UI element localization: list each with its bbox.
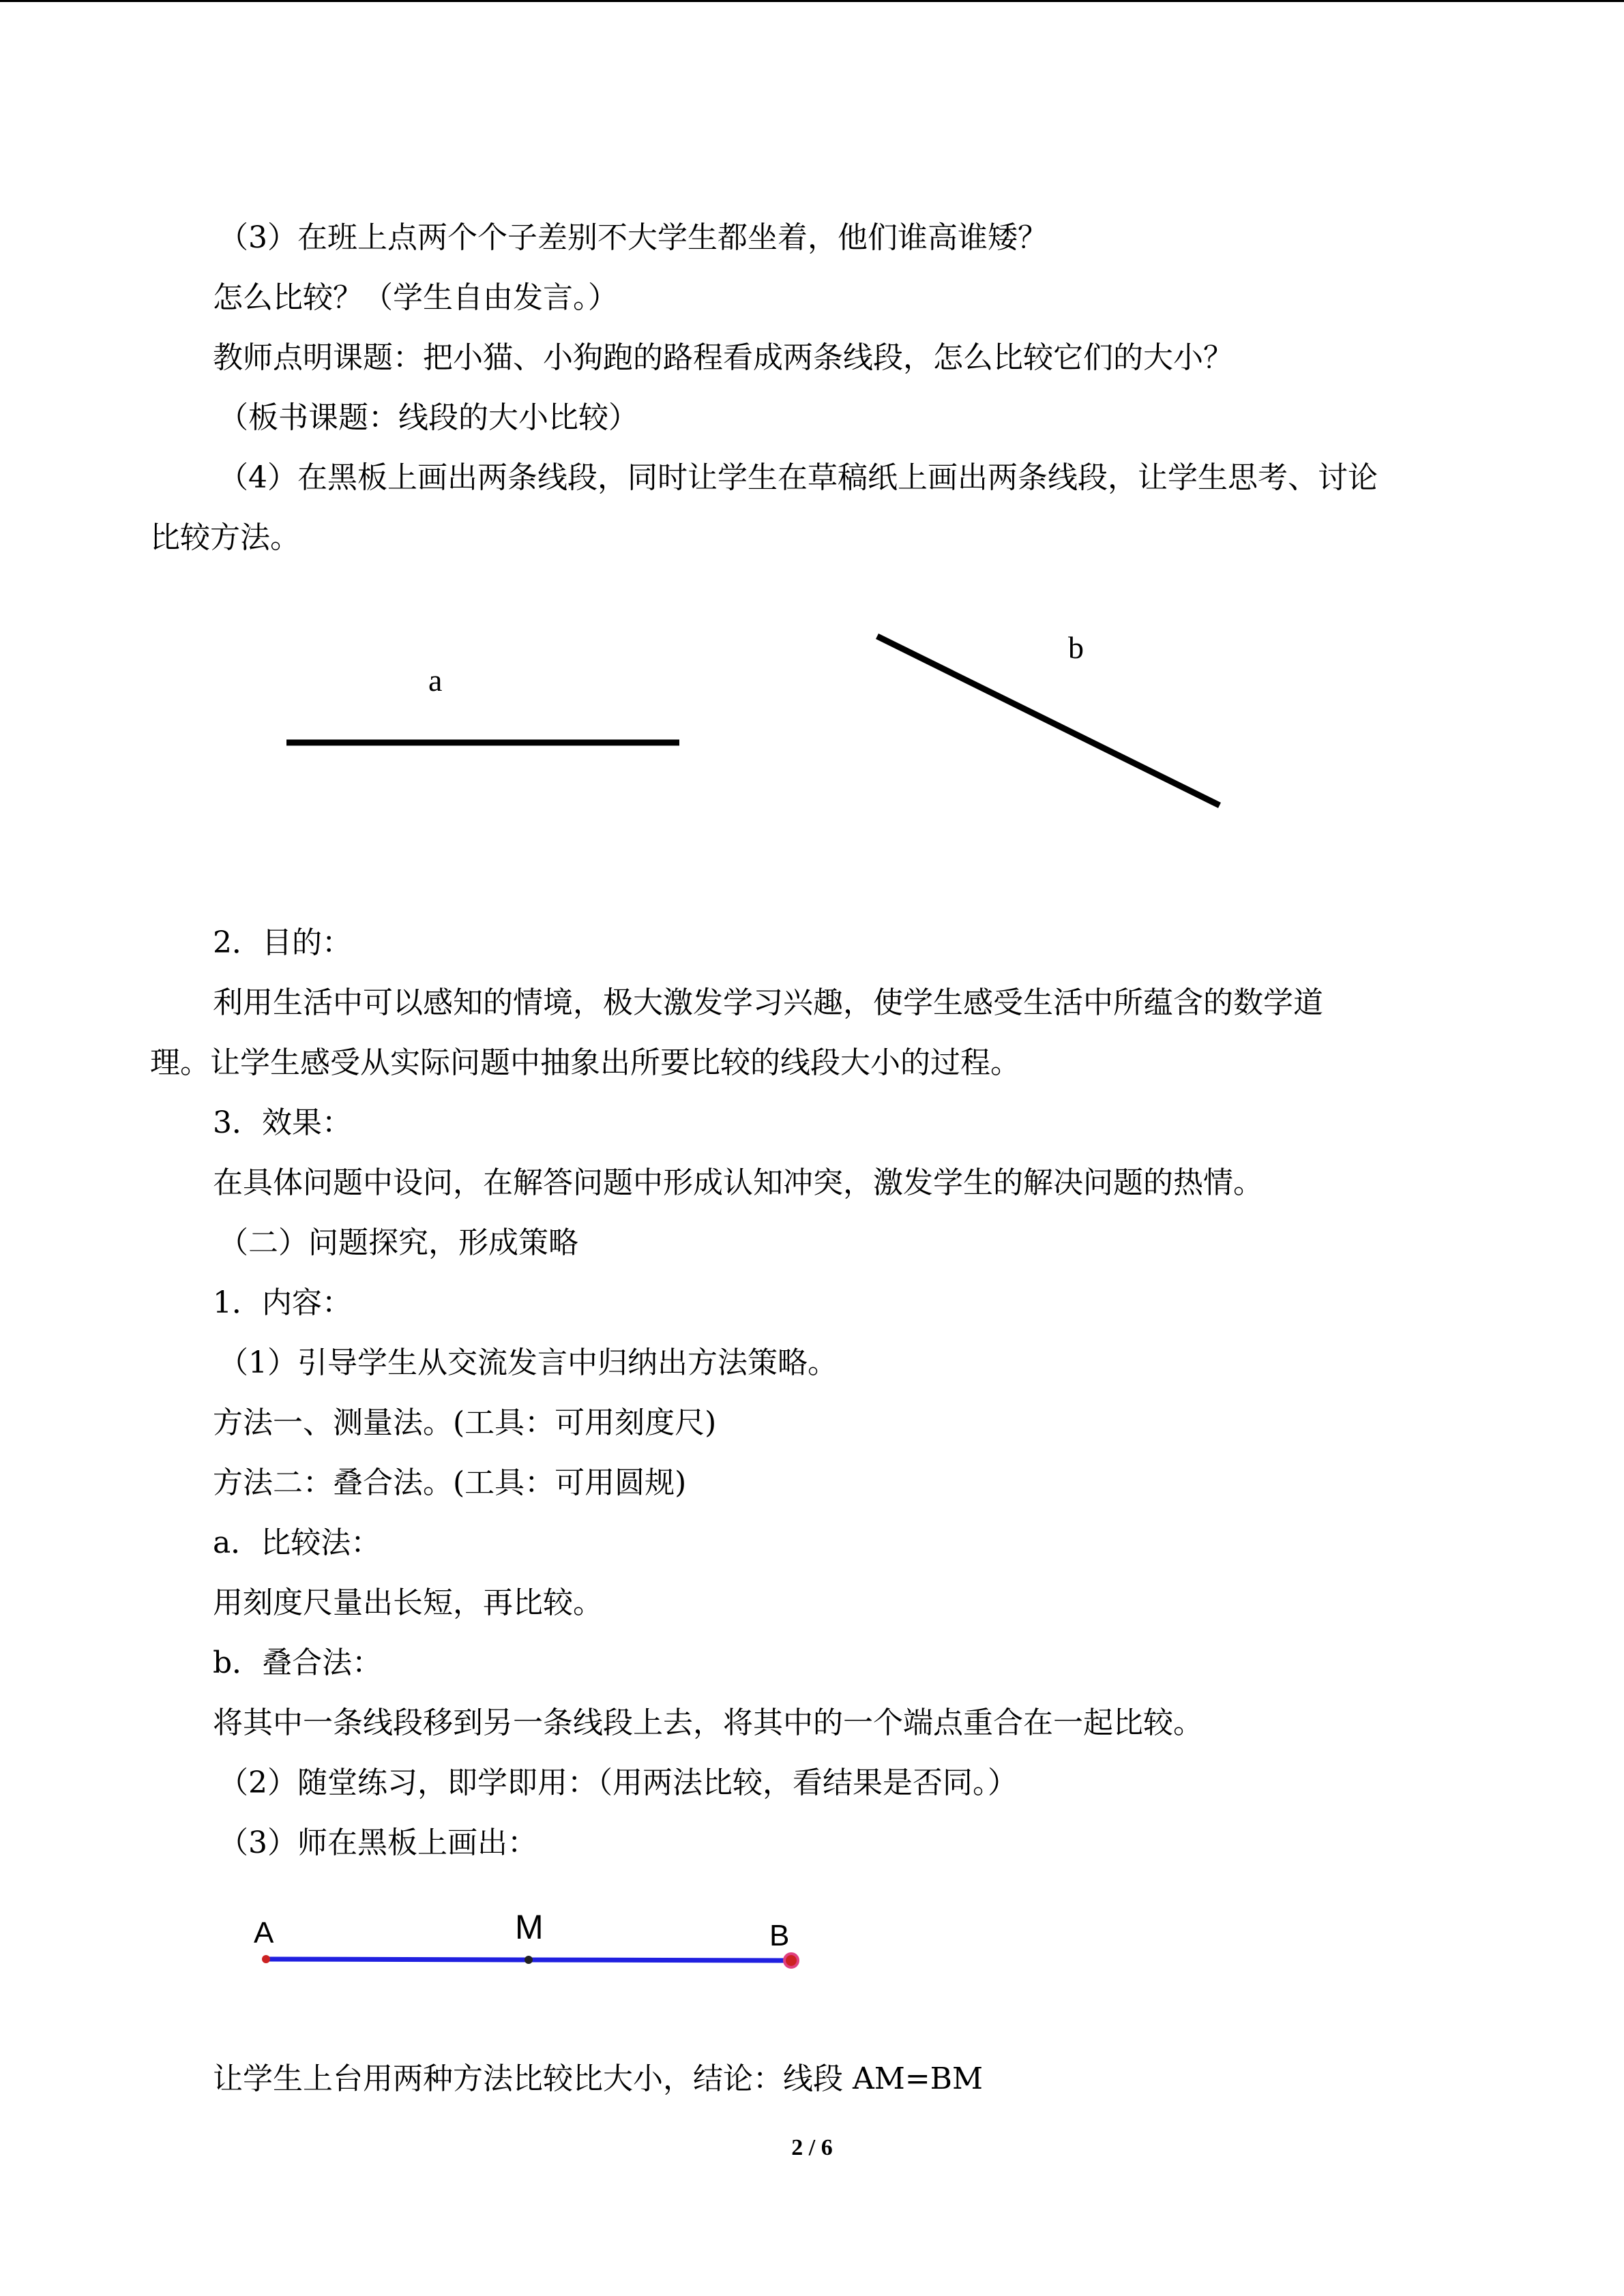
segments-figure — [0, 602, 1624, 834]
point-a — [262, 1955, 270, 1963]
paragraph: 1．内容： — [213, 1285, 352, 1320]
paragraph: （4）在黑板上画出两条线段，同时让学生在草稿纸上画出两条线段，让学生思考、讨论 — [218, 460, 1378, 495]
paragraph: 怎么比较？（学生自由发言。） — [213, 280, 618, 315]
paragraph: （二）问题探究，形成策略 — [218, 1225, 578, 1260]
paragraph: （2）随堂练习，即学即用：（用两法比较，看结果是否同。） — [218, 1765, 1018, 1800]
paragraph: 比较方法。 — [150, 520, 300, 555]
paragraph: 理。让学生感受从实际问题中抽象出所要比较的线段大小的过程。 — [150, 1045, 1020, 1080]
paragraph: 方法一、测量法。(工具：可用刻度尺) — [213, 1405, 717, 1440]
paragraph: （3）在班上点两个个子差别不大学生都坐着，他们谁高谁矮？ — [218, 220, 1048, 255]
paragraph: 在具体问题中设问，在解答问题中形成认知冲突，激发学生的解决问题的热情。 — [213, 1165, 1263, 1200]
paragraph: 3．效果： — [213, 1105, 352, 1140]
paragraph: 利用生活中可以感知的情境，极大激发学习兴趣，使学生感受生活中所蕴含的数学道 — [213, 985, 1323, 1020]
point-m-label: M — [515, 1908, 544, 1946]
point-m — [525, 1956, 533, 1964]
paragraph: （板书课题：线段的大小比较） — [218, 400, 638, 435]
segment-b — [877, 636, 1220, 805]
segment-ab-figure — [0, 1898, 1624, 1980]
paragraph: a．比较法： — [213, 1525, 381, 1560]
paragraph: （3）师在黑板上画出： — [218, 1825, 537, 1860]
page-number: 2 / 6 — [791, 2135, 833, 2160]
paragraph: 2．目的： — [213, 925, 352, 960]
point-b-label: B — [769, 1919, 790, 1952]
point-b — [784, 1954, 798, 1967]
paragraph: 让学生上台用两种方法比较比大小，结论：线段 AM=BM — [213, 2061, 984, 2096]
paragraph: 将其中一条线段移到另一条线段上去，将其中的一个端点重合在一起比较。 — [213, 1705, 1203, 1740]
paragraph: 方法二：叠合法。(工具：可用圆规) — [213, 1465, 687, 1500]
point-a-label: A — [254, 1916, 274, 1950]
paragraph: 教师点明课题：把小猫、小狗跑的路程看成两条线段，怎么比较它们的大小？ — [213, 340, 1233, 375]
segment-a-label: a — [428, 663, 443, 698]
paragraph: （1）引导学生从交流发言中归纳出方法策略。 — [218, 1345, 838, 1380]
paragraph: 用刻度尺量出长短，再比较。 — [213, 1585, 603, 1620]
segment-b-label: b — [1068, 630, 1084, 665]
paragraph: b．叠合法： — [213, 1645, 383, 1680]
